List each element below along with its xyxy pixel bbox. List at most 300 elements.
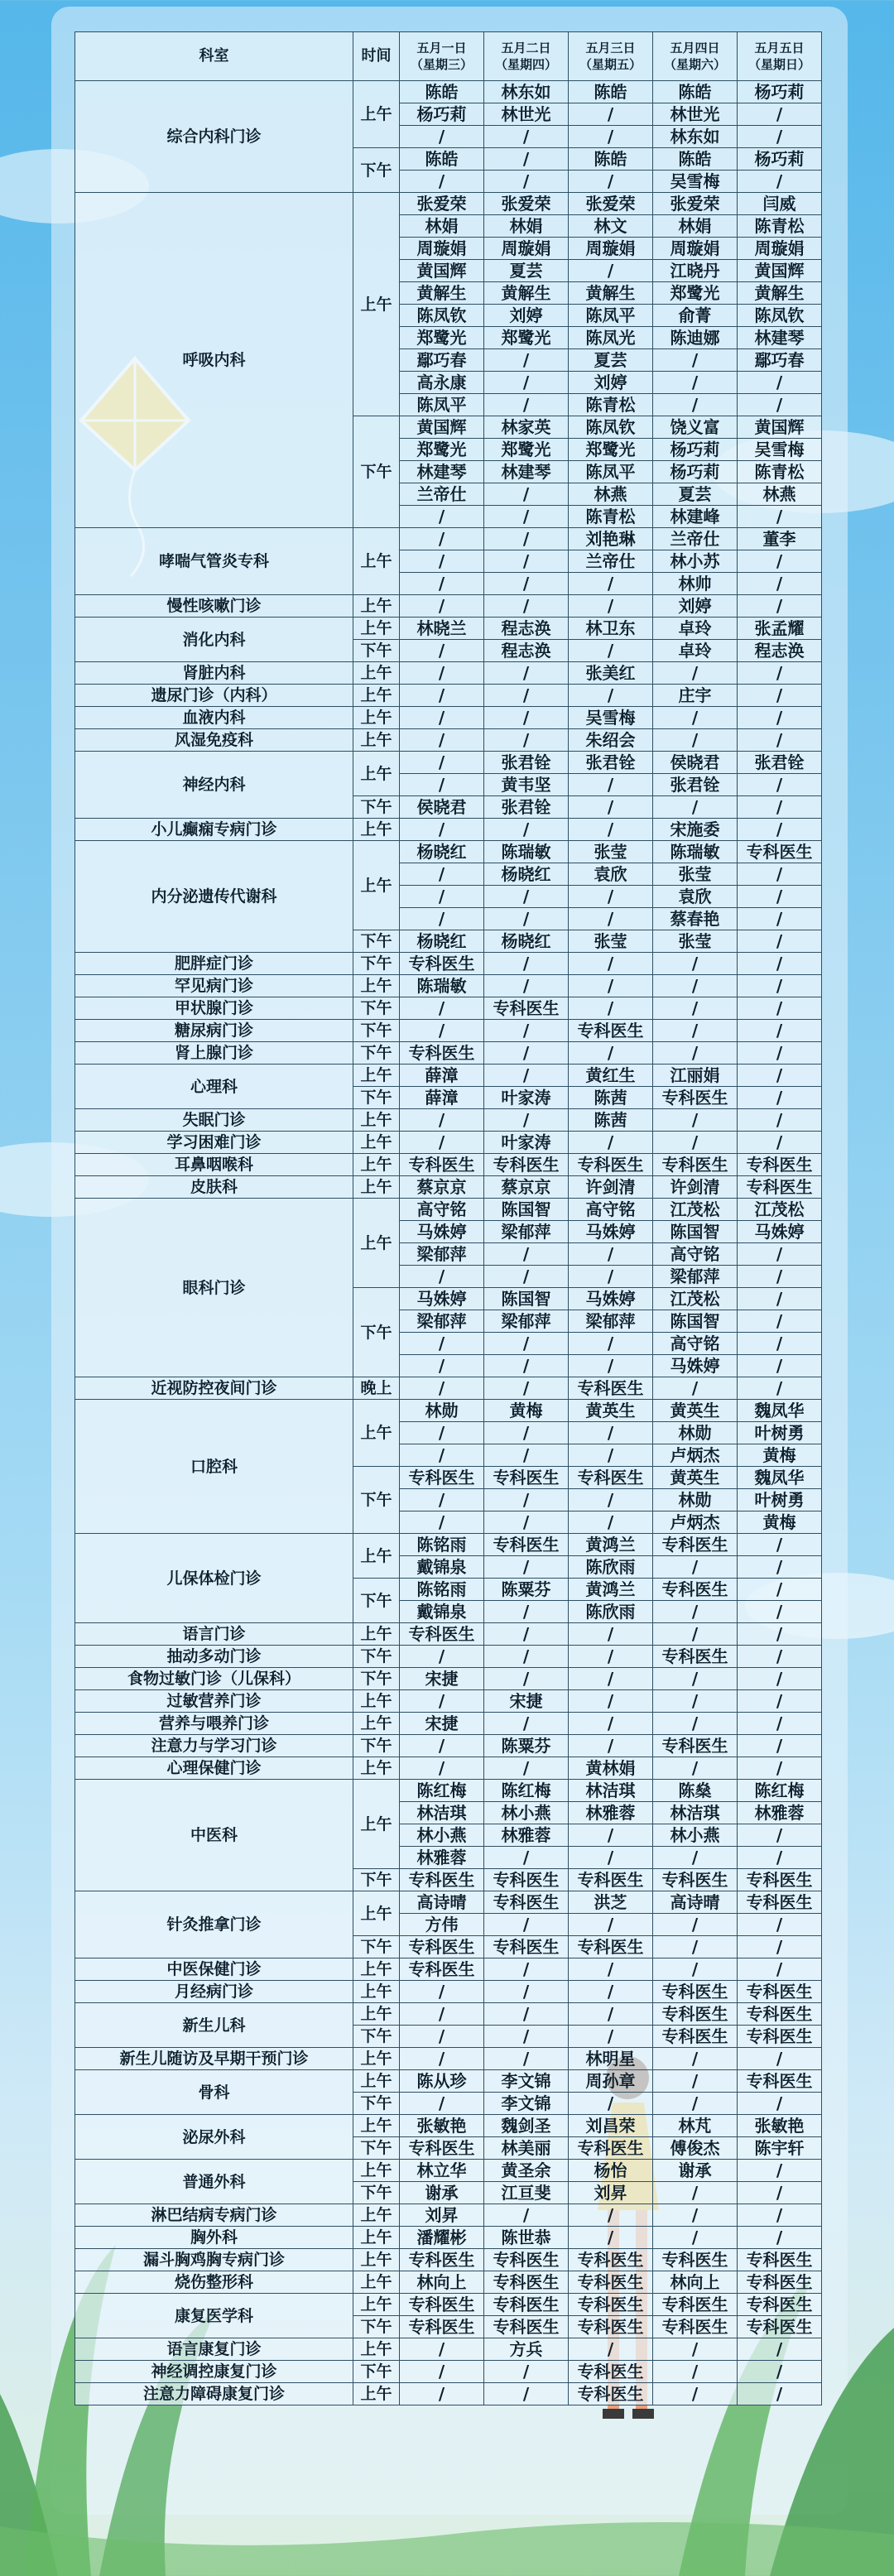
doctor-cell: 梁郁萍 (484, 1310, 569, 1333)
table-row (75, 1132, 822, 1154)
table-row (75, 2338, 822, 2361)
doctor-cell: / (569, 1355, 653, 1377)
doctor-cell: 专科医生 (400, 2316, 484, 2338)
dept-name: 泌尿外科 (75, 2115, 353, 2160)
doctor-cell: 马姝婷 (653, 1355, 738, 1377)
period-label: 上午 (353, 752, 400, 796)
doctor-cell: 专科医生 (484, 1154, 569, 1176)
period-label: 上午 (353, 2249, 400, 2271)
doctor-cell: / (653, 1847, 738, 1869)
table-row (75, 1757, 822, 1780)
dept-name: 甲状腺门诊 (75, 997, 353, 1020)
doctor-cell: / (653, 975, 738, 997)
doctor-cell: 黄梅 (738, 1511, 822, 1534)
doctor-cell: / (484, 148, 569, 171)
dept-name: 语言门诊 (75, 1623, 353, 1646)
doctor-cell: / (653, 1690, 738, 1713)
period-label: 下午 (353, 1668, 400, 1690)
doctor-cell: 卓玲 (653, 618, 738, 640)
doctor-cell: 陈凤光 (569, 327, 653, 349)
table-row (75, 1780, 822, 1802)
doctor-cell: 林芃 (653, 2115, 738, 2137)
period-label: 上午 (353, 2070, 400, 2093)
doctor-cell: / (484, 1377, 569, 1400)
table-row (75, 953, 822, 975)
doctor-cell: 专科医生 (569, 1154, 653, 1176)
doctor-cell: / (484, 662, 569, 685)
doctor-cell: 专科医生 (738, 841, 822, 863)
doctor-cell: 陈青松 (569, 506, 653, 528)
doctor-cell: 陈红梅 (400, 1780, 484, 1802)
doctor-cell: 兰帝仕 (653, 528, 738, 550)
doctor-cell: 黄解生 (484, 282, 569, 305)
doctor-cell: 许剑清 (569, 1176, 653, 1199)
doctor-cell: 陈欣雨 (569, 1601, 653, 1623)
doctor-cell: 张莹 (569, 841, 653, 863)
doctor-cell: 林世光 (484, 103, 569, 126)
doctor-cell: 郑鹭光 (569, 439, 653, 461)
doctor-cell: 潘耀彬 (400, 2227, 484, 2249)
doctor-cell: / (653, 1377, 738, 1400)
doctor-cell: 杨晓红 (400, 930, 484, 953)
doctor-cell: 董李 (738, 528, 822, 550)
doctor-cell: 林洁琪 (569, 1780, 653, 1802)
doctor-cell: 林文 (569, 215, 653, 238)
doctor-cell: / (738, 1713, 822, 1735)
doctor-cell: / (569, 103, 653, 126)
doctor-cell: / (653, 2227, 738, 2249)
doctor-cell: / (569, 1668, 653, 1690)
doctor-cell: / (484, 2383, 569, 2405)
doctor-cell: 陈茜 (569, 1109, 653, 1132)
doctor-cell: / (400, 2003, 484, 2026)
doctor-cell: 陈凤钦 (569, 416, 653, 439)
period-label: 上午 (353, 618, 400, 640)
doctor-cell: 专科医生 (400, 1154, 484, 1176)
doctor-cell: 高守铭 (653, 1243, 738, 1266)
doctor-cell: 林向上 (400, 2271, 484, 2294)
doctor-cell: 林晓兰 (400, 618, 484, 640)
doctor-cell: 程志涣 (484, 618, 569, 640)
dept-name: 风湿免疫科 (75, 729, 353, 752)
doctor-cell: 林美丽 (484, 2137, 569, 2160)
doctor-cell: / (484, 1958, 569, 1981)
table-row (75, 2160, 822, 2182)
doctor-cell: / (400, 729, 484, 752)
doctor-cell: / (653, 1757, 738, 1780)
dept-name: 胸外科 (75, 2227, 353, 2249)
table-row (75, 81, 822, 103)
doctor-cell: 张爱荣 (569, 193, 653, 215)
doctor-cell: 林洁琪 (400, 1802, 484, 1824)
table-header-row (75, 32, 822, 81)
period-label: 上午 (353, 193, 400, 416)
doctor-cell: / (484, 550, 569, 573)
period-label: 上午 (353, 2294, 400, 2316)
doctor-cell: 高守铭 (569, 1199, 653, 1221)
dept-name: 呼吸内科 (75, 193, 353, 528)
table-row (75, 1668, 822, 1690)
doctor-cell: / (569, 2026, 653, 2048)
doctor-cell: / (653, 394, 738, 416)
doctor-cell: 宋捷 (400, 1668, 484, 1690)
dept-name: 中医保健门诊 (75, 1958, 353, 1981)
doctor-cell: / (738, 796, 822, 819)
doctor-cell: / (738, 819, 822, 841)
doctor-cell: 专科医生 (653, 1154, 738, 1176)
doctor-cell: 林小燕 (653, 1824, 738, 1847)
doctor-cell: 林燕 (569, 483, 653, 506)
table-row (75, 2070, 822, 2093)
doctor-cell: / (569, 1243, 653, 1266)
dept-name: 儿保体检门诊 (75, 1534, 353, 1623)
doctor-cell: / (738, 171, 822, 193)
doctor-cell: 陈茜 (569, 1087, 653, 1109)
doctor-cell: 黄韦坚 (484, 774, 569, 796)
doctor-cell: 高永康 (400, 372, 484, 394)
doctor-cell: 梁郁萍 (400, 1310, 484, 1333)
doctor-cell: 张君铨 (569, 752, 653, 774)
doctor-cell: 陈瑞敏 (484, 841, 569, 863)
doctor-cell: 专科医生 (400, 2137, 484, 2160)
table-row (75, 1199, 822, 1221)
period-label: 下午 (353, 416, 400, 528)
doctor-cell: 专科医生 (569, 1869, 653, 1891)
period-label: 上午 (353, 1400, 400, 1467)
doctor-cell: 夏芸 (653, 483, 738, 506)
doctor-cell: / (569, 1981, 653, 2003)
doctor-cell: / (400, 908, 484, 930)
doctor-cell: / (484, 573, 569, 595)
table-row (75, 1958, 822, 1981)
table-row (75, 528, 822, 550)
doctor-cell: / (738, 126, 822, 148)
doctor-cell: / (569, 1623, 653, 1646)
doctor-cell: / (484, 1646, 569, 1668)
doctor-cell: / (400, 126, 484, 148)
table-row (75, 1646, 822, 1668)
table-row (75, 193, 822, 215)
doctor-cell: 专科医生 (569, 1467, 653, 1489)
dept-name: 耳鼻咽喉科 (75, 1154, 353, 1176)
doctor-cell: / (484, 685, 569, 707)
doctor-cell: / (653, 1668, 738, 1690)
doctor-cell: 谢承 (653, 2160, 738, 2182)
period-label: 下午 (353, 1087, 400, 1109)
doctor-cell: 陈世恭 (484, 2227, 569, 2249)
doctor-cell: 张爱荣 (484, 193, 569, 215)
dept-name: 食物过敏门诊（儿保科） (75, 1668, 353, 1690)
dept-name: 新生儿科 (75, 2003, 353, 2048)
doctor-cell: / (400, 819, 484, 841)
doctor-cell: 专科医生 (400, 1042, 484, 1065)
doctor-cell: / (653, 1601, 738, 1623)
doctor-cell: / (569, 260, 653, 282)
doctor-cell: 卢炳杰 (653, 1511, 738, 1534)
doctor-cell: 袁欣 (653, 886, 738, 908)
doctor-cell: / (484, 2003, 569, 2026)
doctor-cell: / (738, 1579, 822, 1601)
period-label: 上午 (353, 2204, 400, 2227)
doctor-cell: 林小燕 (484, 1802, 569, 1824)
period-label: 下午 (353, 796, 400, 819)
dept-name: 注意力与学习门诊 (75, 1735, 353, 1757)
doctor-cell: 林勋 (653, 1422, 738, 1444)
doctor-cell: / (569, 796, 653, 819)
doctor-cell: 陈皓 (653, 81, 738, 103)
doctor-cell: / (484, 819, 569, 841)
doctor-cell: / (484, 126, 569, 148)
doctor-cell: / (738, 1646, 822, 1668)
doctor-cell: / (484, 908, 569, 930)
doctor-cell: / (738, 1824, 822, 1847)
doctor-cell: 戴锦泉 (400, 1601, 484, 1623)
doctor-cell: 宋捷 (484, 1690, 569, 1713)
period-label: 下午 (353, 2361, 400, 2383)
doctor-cell: / (484, 595, 569, 618)
doctor-cell: / (484, 2361, 569, 2383)
table-row (75, 841, 822, 863)
doctor-cell: 林帅 (653, 573, 738, 595)
doctor-cell: / (738, 103, 822, 126)
doctor-cell: / (738, 372, 822, 394)
doctor-cell: 陈凤平 (569, 461, 653, 483)
doctor-cell: 兰帝仕 (569, 550, 653, 573)
doctor-cell: / (484, 2048, 569, 2070)
table-row (75, 595, 822, 618)
doctor-cell: / (400, 1132, 484, 1154)
doctor-cell: / (400, 1981, 484, 2003)
doctor-cell: 薛漳 (400, 1065, 484, 1087)
doctor-cell: / (738, 707, 822, 729)
doctor-cell: / (484, 1266, 569, 1288)
doctor-cell: / (738, 1690, 822, 1713)
table-row (75, 2003, 822, 2026)
doctor-cell: 刘昇 (400, 2204, 484, 2227)
doctor-cell: / (484, 1422, 569, 1444)
doctor-cell: / (738, 1266, 822, 1288)
doctor-cell: / (400, 1020, 484, 1042)
doctor-cell: 林建琴 (484, 461, 569, 483)
doctor-cell: / (738, 729, 822, 752)
doctor-cell: 侯晓君 (653, 752, 738, 774)
doctor-cell: / (569, 1824, 653, 1847)
doctor-cell: / (653, 2338, 738, 2361)
doctor-cell: 林建峰 (653, 506, 738, 528)
doctor-cell: 林燕 (738, 483, 822, 506)
doctor-cell: / (653, 1132, 738, 1154)
period-label: 上午 (353, 1713, 400, 1735)
doctor-cell: 江亘斐 (484, 2182, 569, 2204)
doctor-cell: / (484, 528, 569, 550)
table-row (75, 685, 822, 707)
doctor-cell: / (738, 1936, 822, 1958)
doctor-cell: / (738, 930, 822, 953)
doctor-cell: 梁郁萍 (653, 1266, 738, 1288)
doctor-cell: 林勋 (400, 1400, 484, 1422)
doctor-cell: / (484, 1042, 569, 1065)
doctor-cell: / (569, 2003, 653, 2026)
doctor-cell: 林家英 (484, 416, 569, 439)
doctor-cell: 林小苏 (653, 550, 738, 573)
table-row (75, 997, 822, 1020)
doctor-cell: 梁郁萍 (484, 1221, 569, 1243)
period-label: 上午 (353, 1891, 400, 1936)
doctor-cell: / (653, 2361, 738, 2383)
doctor-cell: / (569, 953, 653, 975)
doctor-cell: 专科医生 (569, 2137, 653, 2160)
dept-name: 中医科 (75, 1780, 353, 1891)
dept-name: 肾脏内科 (75, 662, 353, 685)
doctor-cell: 庄宇 (653, 685, 738, 707)
doctor-cell: 杨巧莉 (653, 439, 738, 461)
doctor-cell: 周璇娟 (569, 238, 653, 260)
doctor-cell: / (569, 1266, 653, 1288)
period-label: 上午 (353, 1199, 400, 1288)
period-label: 下午 (353, 1936, 400, 1958)
doctor-cell: 黄梅 (484, 1400, 569, 1422)
doctor-cell: 方伟 (400, 1914, 484, 1936)
doctor-cell: 宋捷 (400, 1713, 484, 1735)
dept-name: 心理科 (75, 1065, 353, 1109)
doctor-cell: / (653, 1020, 738, 1042)
doctor-cell: 卓玲 (653, 640, 738, 662)
doctor-cell: 黄国辉 (400, 416, 484, 439)
doctor-cell: 方兵 (484, 2338, 569, 2361)
doctor-cell: 专科医生 (738, 1869, 822, 1891)
table-row (75, 1065, 822, 1087)
doctor-cell: 专科医生 (653, 1869, 738, 1891)
doctor-cell: 林雅蓉 (484, 1824, 569, 1847)
doctor-cell: 专科医生 (653, 1646, 738, 1668)
doctor-cell: 林雅蓉 (738, 1802, 822, 1824)
period-label: 上午 (353, 1780, 400, 1869)
doctor-cell: 陈青松 (569, 394, 653, 416)
doctor-cell: / (569, 886, 653, 908)
doctor-cell: / (484, 1333, 569, 1355)
dept-name: 综合内科门诊 (75, 81, 353, 193)
table-row (75, 2271, 822, 2294)
doctor-cell: 林娟 (400, 215, 484, 238)
period-label: 上午 (353, 2048, 400, 2070)
doctor-cell: 黄英生 (653, 1400, 738, 1422)
doctor-cell: 陈凤平 (569, 305, 653, 327)
dept-name: 慢性咳嗽门诊 (75, 595, 353, 618)
doctor-cell: 黄林娟 (569, 1757, 653, 1780)
dept-name: 骨科 (75, 2070, 353, 2115)
doctor-cell: / (400, 1109, 484, 1132)
doctor-cell: / (400, 171, 484, 193)
period-label: 上午 (353, 685, 400, 707)
doctor-cell: / (738, 1556, 822, 1579)
table-row (75, 1020, 822, 1042)
period-label: 上午 (353, 819, 400, 841)
doctor-cell: 专科医生 (569, 2249, 653, 2271)
doctor-cell: / (400, 1377, 484, 1400)
doctor-cell: / (400, 640, 484, 662)
period-label: 下午 (353, 1042, 400, 1065)
doctor-cell: 俞菁 (653, 305, 738, 327)
dept-name: 肥胖症门诊 (75, 953, 353, 975)
doctor-cell: / (569, 1690, 653, 1713)
doctor-cell: 郑鹭光 (400, 439, 484, 461)
doctor-cell: 魏凤华 (738, 1467, 822, 1489)
doctor-cell: / (738, 685, 822, 707)
doctor-cell: / (400, 1355, 484, 1377)
doctor-cell: / (400, 1333, 484, 1355)
table-row (75, 2383, 822, 2405)
doctor-cell: 林小燕 (400, 1824, 484, 1847)
doctor-cell: / (738, 1288, 822, 1310)
period-label: 上午 (353, 1132, 400, 1154)
doctor-cell: / (484, 1847, 569, 1869)
doctor-cell: / (569, 997, 653, 1020)
doctor-cell: / (738, 573, 822, 595)
doctor-cell: / (400, 2048, 484, 2070)
dept-name: 内分泌遗传代谢科 (75, 841, 353, 953)
doctor-cell: 黄解生 (569, 282, 653, 305)
doctor-cell: / (738, 863, 822, 886)
doctor-cell: / (653, 662, 738, 685)
doctor-cell: / (400, 662, 484, 685)
doctor-cell: 叶家涛 (484, 1087, 569, 1109)
doctor-cell: 闫威 (738, 193, 822, 215)
doctor-cell: / (569, 1847, 653, 1869)
doctor-cell: 高守铭 (400, 1199, 484, 1221)
doctor-cell: / (738, 2160, 822, 2182)
doctor-cell: / (400, 2026, 484, 2048)
doctor-cell: 专科医生 (653, 2026, 738, 2048)
doctor-cell: 郑鹭光 (484, 327, 569, 349)
doctor-cell: 专科医生 (400, 953, 484, 975)
table-row (75, 975, 822, 997)
period-label: 下午 (353, 640, 400, 662)
doctor-cell: 杨怡 (569, 2160, 653, 2182)
doctor-cell: / (738, 774, 822, 796)
doctor-cell: / (484, 1511, 569, 1534)
doctor-cell: 许剑清 (653, 1176, 738, 1199)
table-row (75, 1176, 822, 1199)
doctor-cell: / (400, 1735, 484, 1757)
dept-name: 新生儿随访及早期干预门诊 (75, 2048, 353, 2070)
doctor-cell: / (653, 2048, 738, 2070)
doctor-cell: 周璇娟 (738, 238, 822, 260)
doctor-cell: / (484, 372, 569, 394)
period-label: 上午 (353, 975, 400, 997)
doctor-cell: / (653, 1623, 738, 1646)
doctor-cell: 黄国辉 (738, 260, 822, 282)
dept-name: 普通外科 (75, 2160, 353, 2204)
doctor-cell: 林卫东 (569, 618, 653, 640)
period-label: 上午 (353, 662, 400, 685)
doctor-cell: / (738, 1668, 822, 1690)
period-label: 上午 (353, 1757, 400, 1780)
dept-name: 烧伤整形科 (75, 2271, 353, 2294)
period-label: 上午 (353, 1534, 400, 1579)
doctor-cell: 专科医生 (653, 1981, 738, 2003)
doctor-cell: / (484, 1444, 569, 1467)
period-label: 上午 (353, 1176, 400, 1199)
doctor-cell: 江晓丹 (653, 260, 738, 282)
doctor-cell: / (400, 1489, 484, 1511)
table-row (75, 1154, 822, 1176)
period-label: 上午 (353, 707, 400, 729)
doctor-cell: / (484, 1109, 569, 1132)
doctor-cell: / (400, 2383, 484, 2405)
doctor-cell: 专科医生 (738, 1176, 822, 1199)
doctor-cell: / (400, 550, 484, 573)
doctor-cell: 刘昌荣 (569, 2115, 653, 2137)
